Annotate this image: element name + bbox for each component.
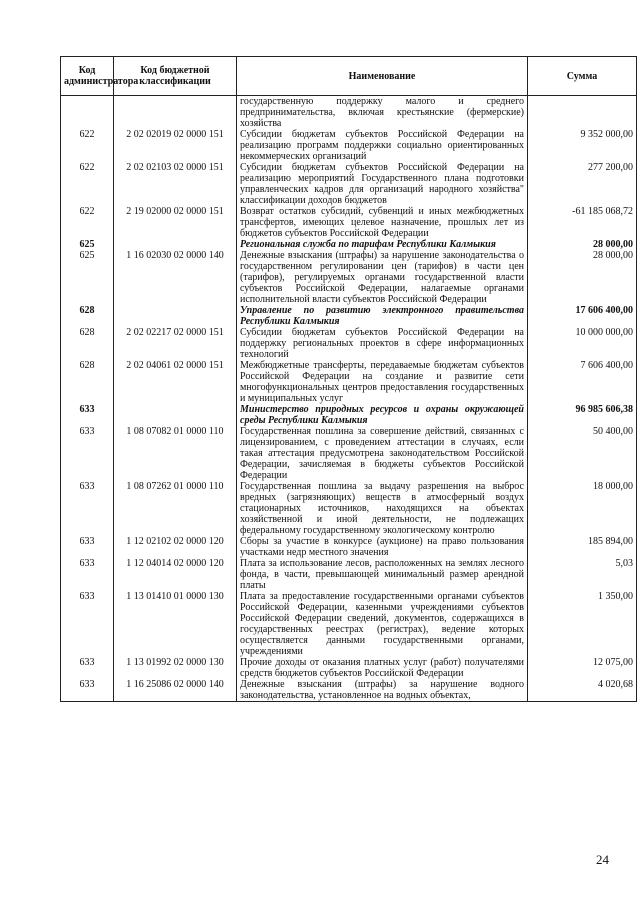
sum-cell bbox=[528, 96, 637, 130]
table-row bbox=[61, 129, 637, 162]
table-row bbox=[61, 536, 637, 558]
budget-code-cell: 1 08 07082 01 0000 110 bbox=[114, 426, 237, 481]
admin-code-cell: 633 bbox=[61, 481, 114, 536]
sum-cell: 28 000,00 bbox=[528, 250, 637, 305]
sum-cell: 17 606 400,00 bbox=[528, 305, 637, 327]
admin-code-cell: 625 bbox=[61, 239, 114, 250]
administrator-heading-row bbox=[61, 305, 637, 327]
budget-code-cell: 1 16 02030 02 0000 140 bbox=[114, 250, 237, 305]
sum-cell: 277 200,00 bbox=[528, 162, 637, 206]
name-cell: Субсидии бюджетам субъектов Российской Федерации на поддержку региональных проектов в сфере информационных технологий bbox=[237, 327, 528, 360]
name-cell: Региональная служба по тарифам Республики Калмыкия bbox=[237, 239, 528, 250]
admin-code-cell: 625 bbox=[61, 250, 114, 305]
name-cell: Государственная пошлина за совершение действий, связанных с лицензированием, с проведением аттестации в случаях, если такая аттестация предусмотрена законодательством Российской Федерации, зачисляемая в бюджеты субъектов Российской Федерации bbox=[237, 426, 528, 481]
table-row bbox=[61, 250, 637, 305]
table-header bbox=[61, 57, 637, 96]
header-sum: Сумма bbox=[528, 57, 637, 96]
name-cell: Прочие доходы от оказания платных услуг (работ) получателями средств бюджетов субъектов Российской Федерации bbox=[237, 657, 528, 679]
budget-code-cell bbox=[114, 96, 237, 130]
sum-cell: 50 400,00 bbox=[528, 426, 637, 481]
budget-code-cell: 1 13 01410 01 0000 130 bbox=[114, 591, 237, 657]
page-number: 24 bbox=[596, 852, 609, 867]
name-cell: Плата за использование лесов, расположенных на землях лесного фонда, в части, превышающей минимальный размер арендной платы bbox=[237, 558, 528, 591]
sum-cell: 96 985 606,38 bbox=[528, 404, 637, 426]
name-cell: Денежные взыскания (штрафы) за нарушение законодательства о государственном регулировании цен (тарифов) в части цен (тарифов), регулируемых органами государственной власти субъектов Российской Федерации, налагаемые органами исполнительной власти субъектов Российской Федерации bbox=[237, 250, 528, 305]
admin-code-cell: 628 bbox=[61, 327, 114, 360]
table-row bbox=[61, 481, 637, 536]
name-cell: Управление по развитию электронного правительства Республики Калмыкия bbox=[237, 305, 528, 327]
name-cell: Межбюджетные трансферты, передаваемые бюджетам субъектов Российской Федерации на создание и развитие сети многофункциональных центров предоставления государственных и муниципальных услуг bbox=[237, 360, 528, 404]
admin-code-cell: 628 bbox=[61, 305, 114, 327]
name-cell: Министерство природных ресурсов и охраны окружающей среды Республики Калмыкия bbox=[237, 404, 528, 426]
budget-code-cell: 1 12 04014 02 0000 120 bbox=[114, 558, 237, 591]
sum-cell: 1 350,00 bbox=[528, 591, 637, 657]
header-name: Наименование bbox=[237, 57, 528, 96]
sum-cell: 5,03 bbox=[528, 558, 637, 591]
header-admin-code: Код администратора bbox=[61, 57, 114, 96]
table-row bbox=[61, 206, 637, 239]
budget-code-cell: 1 12 02102 02 0000 120 bbox=[114, 536, 237, 558]
admin-code-cell: 633 bbox=[61, 558, 114, 591]
table-row bbox=[61, 360, 637, 404]
table-row bbox=[61, 96, 637, 130]
sum-cell: 7 606 400,00 bbox=[528, 360, 637, 404]
table-row bbox=[61, 679, 637, 702]
budget-code-cell bbox=[114, 305, 237, 327]
name-cell: Государственная пошлина за выдачу разрешения на выброс вредных (загрязняющих) веществ в атмосферный воздух стационарных источников, находящихся на объектах хозяйственной и иной деятельности, не подлежащих федеральному государственному экологическому контролю bbox=[237, 481, 528, 536]
budget-code-cell: 1 08 07262 01 0000 110 bbox=[114, 481, 237, 536]
sum-cell: -61 185 068,72 bbox=[528, 206, 637, 239]
name-cell: Субсидии бюджетам субъектов Российской Федерации на реализацию мероприятий Государственного плана подготовки управленческих кадров для организаций народного хозяйства" классификации доходов бюджетов bbox=[237, 162, 528, 206]
name-cell: Сборы за участие в конкурсе (аукционе) на право пользования участками недр местного значения bbox=[237, 536, 528, 558]
budget-code-cell: 2 19 02000 02 0000 151 bbox=[114, 206, 237, 239]
sum-cell: 9 352 000,00 bbox=[528, 129, 637, 162]
admin-code-cell: 633 bbox=[61, 404, 114, 426]
table-row bbox=[61, 591, 637, 657]
budget-code-cell: 2 02 04061 02 0000 151 bbox=[114, 360, 237, 404]
admin-code-cell: 633 bbox=[61, 657, 114, 679]
name-cell: государственную поддержку малого и среднего предпринимательства, включая крестьянские (фермерские) хозяйства bbox=[237, 96, 528, 130]
sum-cell: 4 020,68 bbox=[528, 679, 637, 702]
sum-cell: 28 000,00 bbox=[528, 239, 637, 250]
budget-code-cell: 1 16 25086 02 0000 140 bbox=[114, 679, 237, 702]
admin-code-cell: 633 bbox=[61, 679, 114, 702]
name-cell: Возврат остатков субсидий, субвенций и иных межбюджетных трансфертов, имеющих целевое назначение, прошлых лет из бюджетов субъектов Российской Федерации bbox=[237, 206, 528, 239]
sum-cell: 10 000 000,00 bbox=[528, 327, 637, 360]
sum-cell: 18 000,00 bbox=[528, 481, 637, 536]
budget-table bbox=[60, 56, 637, 702]
table-body bbox=[61, 96, 637, 702]
header-budget-code: Код бюджетной классификации bbox=[114, 57, 237, 96]
sum-cell: 185 894,00 bbox=[528, 536, 637, 558]
administrator-heading-row bbox=[61, 239, 637, 250]
admin-code-cell bbox=[61, 96, 114, 130]
admin-code-cell: 622 bbox=[61, 206, 114, 239]
budget-code-cell bbox=[114, 404, 237, 426]
budget-code-cell: 1 13 01992 02 0000 130 bbox=[114, 657, 237, 679]
table-row bbox=[61, 558, 637, 591]
sum-cell: 12 075,00 bbox=[528, 657, 637, 679]
table-row bbox=[61, 327, 637, 360]
budget-code-cell: 2 02 02103 02 0000 151 bbox=[114, 162, 237, 206]
name-cell: Субсидии бюджетам субъектов Российской Федерации на реализацию программ поддержки социально ориентированных некоммерческих организаций bbox=[237, 129, 528, 162]
budget-code-cell: 2 02 02019 02 0000 151 bbox=[114, 129, 237, 162]
administrator-heading-row bbox=[61, 404, 637, 426]
name-cell: Денежные взыскания (штрафы) за нарушение водного законодательства, установленное на водных объектах, bbox=[237, 679, 528, 702]
admin-code-cell: 628 bbox=[61, 360, 114, 404]
table-row bbox=[61, 657, 637, 679]
admin-code-cell: 633 bbox=[61, 536, 114, 558]
budget-code-cell: 2 02 02217 02 0000 151 bbox=[114, 327, 237, 360]
admin-code-cell: 633 bbox=[61, 591, 114, 657]
name-cell: Плата за предоставление государственными органами субъектов Российской Федерации, казенными учреждениями субъектов Российской Федерации сведений, документов, содержащихся в государственных реестрах (регистрах), ведение которых осуществляется данными государственными органами, учреждениями bbox=[237, 591, 528, 657]
table-row bbox=[61, 162, 637, 206]
admin-code-cell: 622 bbox=[61, 162, 114, 206]
admin-code-cell: 633 bbox=[61, 426, 114, 481]
table-row bbox=[61, 426, 637, 481]
budget-code-cell bbox=[114, 239, 237, 250]
admin-code-cell: 622 bbox=[61, 129, 114, 162]
